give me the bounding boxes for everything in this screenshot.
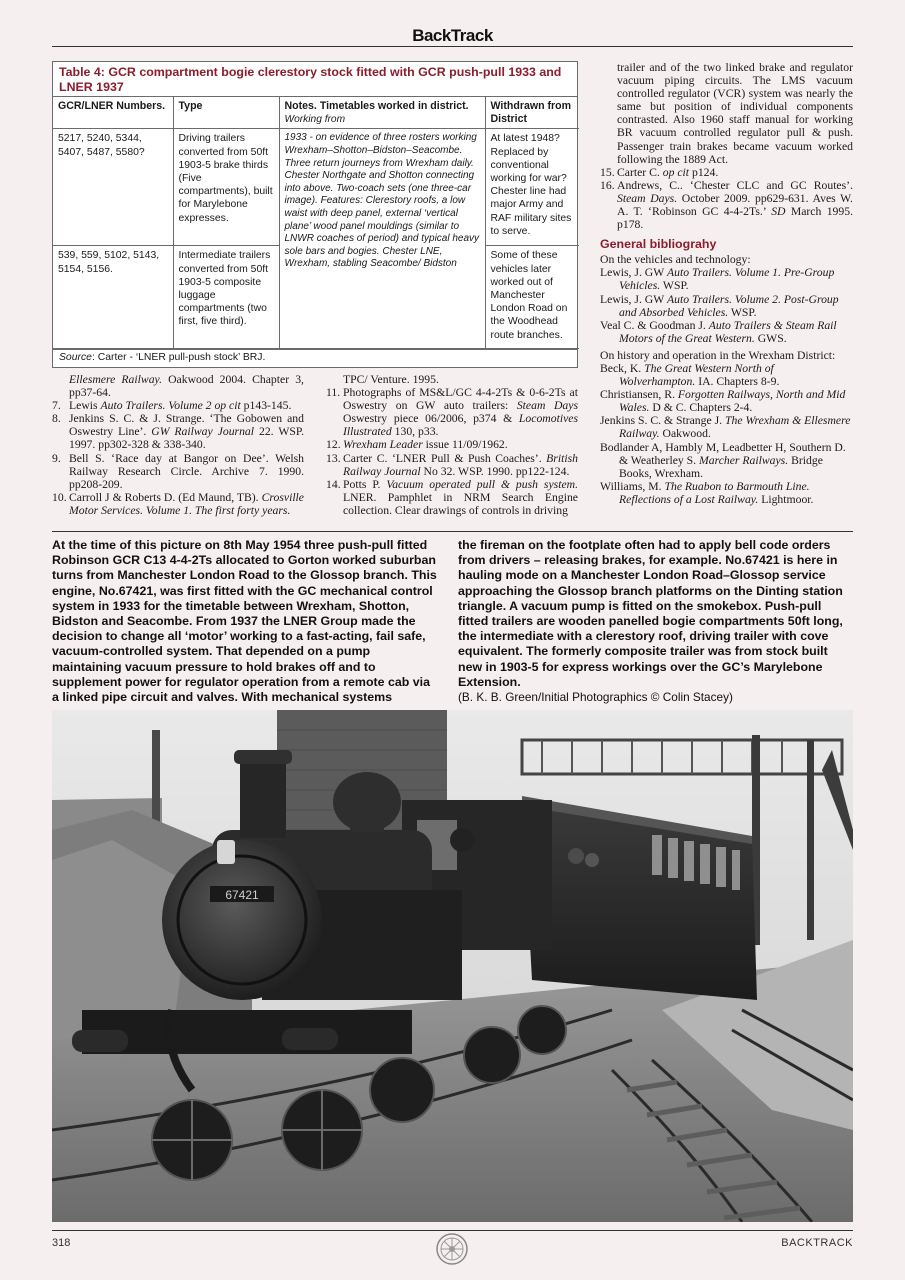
photo-credit: (B. K. B. Green/Initial Photographics © Colin Stacey) [458, 690, 733, 705]
note-14: 14. Potts P. Vacuum operated pull & push system. LNER. Pamphlet in NRM Search Engine collection. Clear drawings of controls in driving [326, 477, 578, 517]
table-4 [52, 61, 578, 368]
note-continuation: trailer and of the two linked brake and regulator vacuum piping circuits. The LMS vacuum controlled regulator (VCR) system was nearly the same but position of individual components contrasted. Also 1960 staff manual for working BR vacuum controlled regulator pull & push. Passenger train brakes became vacuum worked following the 1889 Act. [617, 61, 853, 166]
table-source [53, 349, 577, 367]
note-15: 15. Carter C. op cit p124. [600, 165, 719, 179]
bibliography-entry: Lewis, J. GW Auto Trailers. Volume 1. Pre-Group Vehicles. WSP. [600, 266, 835, 293]
table-title: Table 4: GCR compartment bogie clerestory stock fitted with GCR push-pull 1933 and LNER 1937 [53, 62, 577, 97]
note-7: 7. Lewis Auto Trailers. Volume 2 op cit p143-145. [52, 399, 292, 413]
notes-header-sub: Working from [284, 114, 346, 126]
col-header-type: Type [173, 97, 279, 129]
note-8: 8. Jenkins S. C. & J. Strange. ‘The Gobowen and Oswestry Line’. GW Railway Journal 22. WSP. 1997. pp302-328 & 338-340. [52, 412, 304, 452]
note-continuation: Ellesmere Railway. Oakwood 2004. Chapter 3, pp37-64. [69, 373, 304, 400]
cell-notes: 1933 - on evidence of three rosters working Wrexham–Shotton–Bidston–Seacombe. Three return journeys from Wrexham daily. Chester Northgate and Shotton connecting into above. Two-coach sets (one three-car image). Features: Clerestory roofs, a low waist with deep panel, external ‘vertical plane’ wood panel mouldings (similar to LNWR coaches of period) and typical heavy sole bars and bogies. Chester LNE, Wrexham, stabling Seacombe/ Bidston [279, 129, 485, 349]
source-label: Source [59, 352, 92, 364]
bibliography-entry: Bodlander A, Hambly M, Leadbetter H, Southern D. & Weatherley S. Marcher Railways. Bridge Books, Wrexham. [600, 440, 846, 480]
bibliography-entry: Lewis, J. GW Auto Trailers. Volume 2. Post-Group and Absorbed Vehicles. WSP. [600, 292, 839, 319]
note-11: 11. Photographs of MS&L/GC 4-4-2Ts & 0-6-2Ts at Oswestry on GW auto trailers: Steam Days Oswestry piece 06/2006, p374 & Locomotives Illustrated 130, p33. [326, 386, 578, 439]
table-header-row [53, 97, 579, 129]
bibliography-entry: Veal C. & Goodman J. Auto Trailers & Steam Rail Motors of the Great Western. GWS. [600, 318, 837, 345]
wheel-emblem-icon [435, 1232, 469, 1266]
note-13: 13. Carter C. ‘LNER Pull & Push Coaches’. British Railway Journal No 32. WSP. 1990. pp122-124. [326, 451, 578, 478]
footer-rule [52, 1230, 853, 1231]
source-text: : Carter - ‘LNER pull-push stock’ BRJ. [91, 352, 266, 364]
bibliography-group-history: On history and operation in the Wrexham District: [600, 348, 836, 362]
bibliography-entry: Beck, K. The Great Western North of Wolverhampton. IA. Chapters 8-9. [600, 361, 780, 389]
cell-withdrawn: At latest 1948? Replaced by conventional working for war? Chester line had major Army and RAF military sites to serve. [485, 129, 579, 246]
bibliography-entry: Williams, M. The Ruabon to Barmouth Line. Reflections of a Lost Railway. Lightmoor. [600, 479, 814, 506]
notes-header-text: Notes. Timetables worked in district. [284, 100, 469, 112]
table-row [53, 129, 579, 246]
notes-column-1 [52, 373, 304, 517]
footer-brand: BACKTRACK [781, 1237, 853, 1249]
page-number: 318 [52, 1237, 71, 1249]
bibliography-heading: General bibliograhy [600, 237, 717, 252]
bibliography-entry: Jenkins S. C. & Strange J. The Wrexham & Ellesmere Railway. Oakwood. [600, 414, 851, 441]
notes-column-3 [600, 61, 853, 506]
caption-text: the fireman on the footplate often had to apply bell code orders from drivers – releasing brakes, for example. No.67421 is here in hauling mode on a Manchester London Road–Glossop service approaching the Glossop branch platforms on the Dinting station triangle. A vacuum pump is fitted on the smokebox. Push-pull fitted trailers are wooden panelled bogie compartments 50ft long, the intermediate with a clerestory roof, driving trailer with cove equivalent. The formerly composite trailer was from stock built new in 1903-5 for express workings over the GC’s Marylebone Extension. [458, 538, 843, 689]
note-10: 10. Carroll J & Roberts D. (Ed Maund, TB). Crosville Motor Services. Volume 1. The first forty years. [52, 490, 304, 517]
section-rule [52, 531, 853, 532]
notes-column-2 [326, 373, 578, 517]
locomotive-photo [52, 710, 853, 1222]
note-12: 12. Wrexham Leader issue 11/09/1962. [326, 438, 508, 452]
bibliography-entry: Christiansen, R. Forgotten Railways, North and Mid Wales. D & C. Chapters 2-4. [600, 388, 846, 415]
table-grid [53, 97, 579, 349]
locomotive-illustration [52, 710, 853, 1222]
top-rule [52, 46, 853, 47]
bibliography-group-vehicles: On the vehicles and technology: [600, 253, 751, 267]
col-header-numbers: GCR/LNER Numbers. [53, 97, 173, 129]
cell-numbers: 539, 559, 5102, 5143, 5154, 5156. [53, 246, 173, 349]
col-header-notes [279, 97, 485, 129]
cell-type: Driving trailers converted from 50ft 1903-5 brake thirds (Five compartments), built for Marylebone expresses. [173, 129, 279, 246]
smokebox-number-plate: 67421 [225, 888, 259, 902]
cell-numbers: 5217, 5240, 5344, 5407, 5487, 5580? [53, 129, 173, 246]
note-16: 16. Andrews, C.. ‘Chester CLC and GC Routes’. Steam Days. October 2009. pp629-631. Aves W. A. T. ‘Robinson GC 4-4-2Ts.’ SD March 1995. p178. [600, 178, 853, 232]
note-continuation: TPC/ Venture. 1995. [343, 373, 439, 386]
note-9: 9. Bell S. ‘Race day at Bangor on Dee’. Welsh Railway Research Circle. Archive 7. 1990. pp208-209. [52, 451, 304, 491]
masthead-title: BackTrack [412, 26, 493, 45]
cell-withdrawn: Some of these vehicles later worked out of Manchester London Road on the Woodhead route branches. [485, 246, 579, 349]
cell-type: Intermediate trailers converted from 50ft 1903-5 composite luggage compartments (two first, five third). [173, 246, 279, 349]
photo-caption-left: At the time of this picture on 8th May 1954 three push-pull fitted Robinson GCR C13 4-4-2Ts allocated to Gorton worked suburban turns from Manchester London Road to the Glossop branch. This engine, No.67421, was first fitted with the GC mechanical control system in 1933 for the timetable between Wrexham, Shotton, Bidston and Seacombe. From 1937 the LNER Group made the decision to change all ‘motor’ working to a fast-acting, fail safe, vacuum-controlled system. That depended on a pump maintaining vacuum pressure to hold brakes off and to supplement power for regulator operation from a remote cab via a linked pipe circuit and valves. With mechanical systems [52, 538, 437, 705]
photo-caption-right [458, 538, 850, 705]
col-header-withdrawn: Withdrawn from District [485, 97, 579, 129]
